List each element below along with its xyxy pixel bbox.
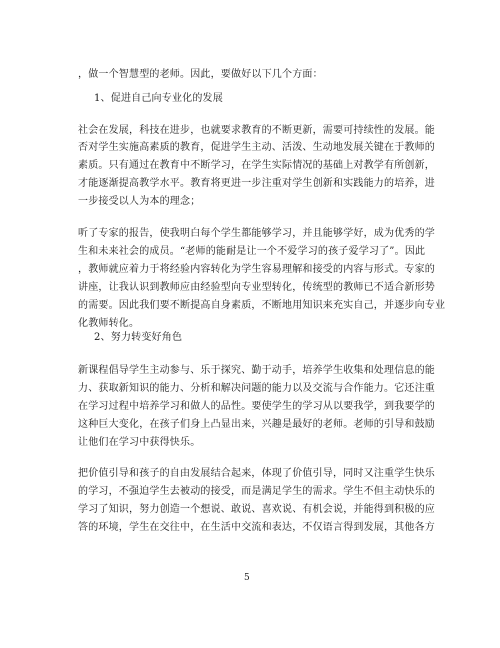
paragraph-line: 新课程倡导学生主动参与、乐于探究、勤于动手，培养学生收集和处理信息的能	[78, 365, 435, 376]
paragraph-line: 学习了知识，努力创造一个想说、敢说、喜欢说、有机会说，并能得到积极的应	[78, 504, 435, 515]
section-heading-2: 2、努力转变好角色	[94, 332, 183, 343]
paragraph-line: 一步接受以人为本的理念；	[78, 196, 201, 207]
paragraph-line: ，教师就应着力于将经验内容转化为学生容易理解和接受的内容与形式。专家的	[78, 264, 435, 275]
paragraph-line: 讲座，让我认识到教师应由经验型向专业型转化，传统型的教师已不适合新形势	[78, 282, 435, 293]
paragraph-line: 社会在发展，科技在进步，也就要求教育的不断更新，需要可持续性的发展。能	[78, 125, 435, 136]
paragraph-line: 让他们在学习中获得快乐。	[78, 437, 201, 448]
paragraph-line: 否对学生实施高素质的教育，促进学生主动、活泼、生动地发展关键在于教师的	[78, 142, 435, 153]
paragraph-line: 化教师转化。	[78, 318, 140, 329]
paragraph-line: 力、获取新知识的能力、分析和解决问题的能力以及交流与合作能力。它还注重	[78, 383, 435, 394]
intro-line: ，做一个智慧型的老师。因此，要做好以下几个方面：	[78, 69, 323, 80]
paragraph-line: 答的环境，学生在交往中，在生活中交流和表达，不仅语言得到发展，其他各方	[78, 522, 435, 533]
paragraph-line: 的需要。因此我们要不断提高自身素质，不断地用知识来充实自己，并逐步向专业	[78, 300, 446, 311]
paragraph-line: 才能逐渐提高教学水平。教育将更进一步注重对学生创新和实践能力的培养，进	[78, 178, 435, 189]
section-heading-1: 1、促进自己向专业化的发展	[94, 93, 223, 104]
paragraph-line: 的学习，不强迫学生去被动的接受，而是满足学生的需求。学生不但主动快乐的	[78, 486, 435, 497]
paragraph-line: 听了专家的报告，使我明白每个学生都能够学习，并且能够学好，成为优秀的学	[78, 228, 435, 239]
paragraph-line: 生和未来社会的成员。“老师的能耐是让一个不爱学习的孩子爱学习了”。因此	[78, 246, 426, 257]
paragraph-line: 这种巨大变化，在孩子们身上凸显出来，兴趣是最好的老师。老师的引导和鼓励	[78, 419, 435, 430]
paragraph-line: 把价值引导和孩子的自由发展结合起来，体现了价值引导，同时又注重学生快乐	[78, 468, 435, 479]
paragraph-line: 在学习过程中培养学习和做人的品性。要使学生的学习从以要我学，到我要学的	[78, 401, 435, 412]
paragraph-line: 素质。只有通过在教育中不断学习，在学生实际情况的基础上对教学有所创新，	[78, 160, 435, 171]
page-number: 5	[244, 573, 250, 583]
